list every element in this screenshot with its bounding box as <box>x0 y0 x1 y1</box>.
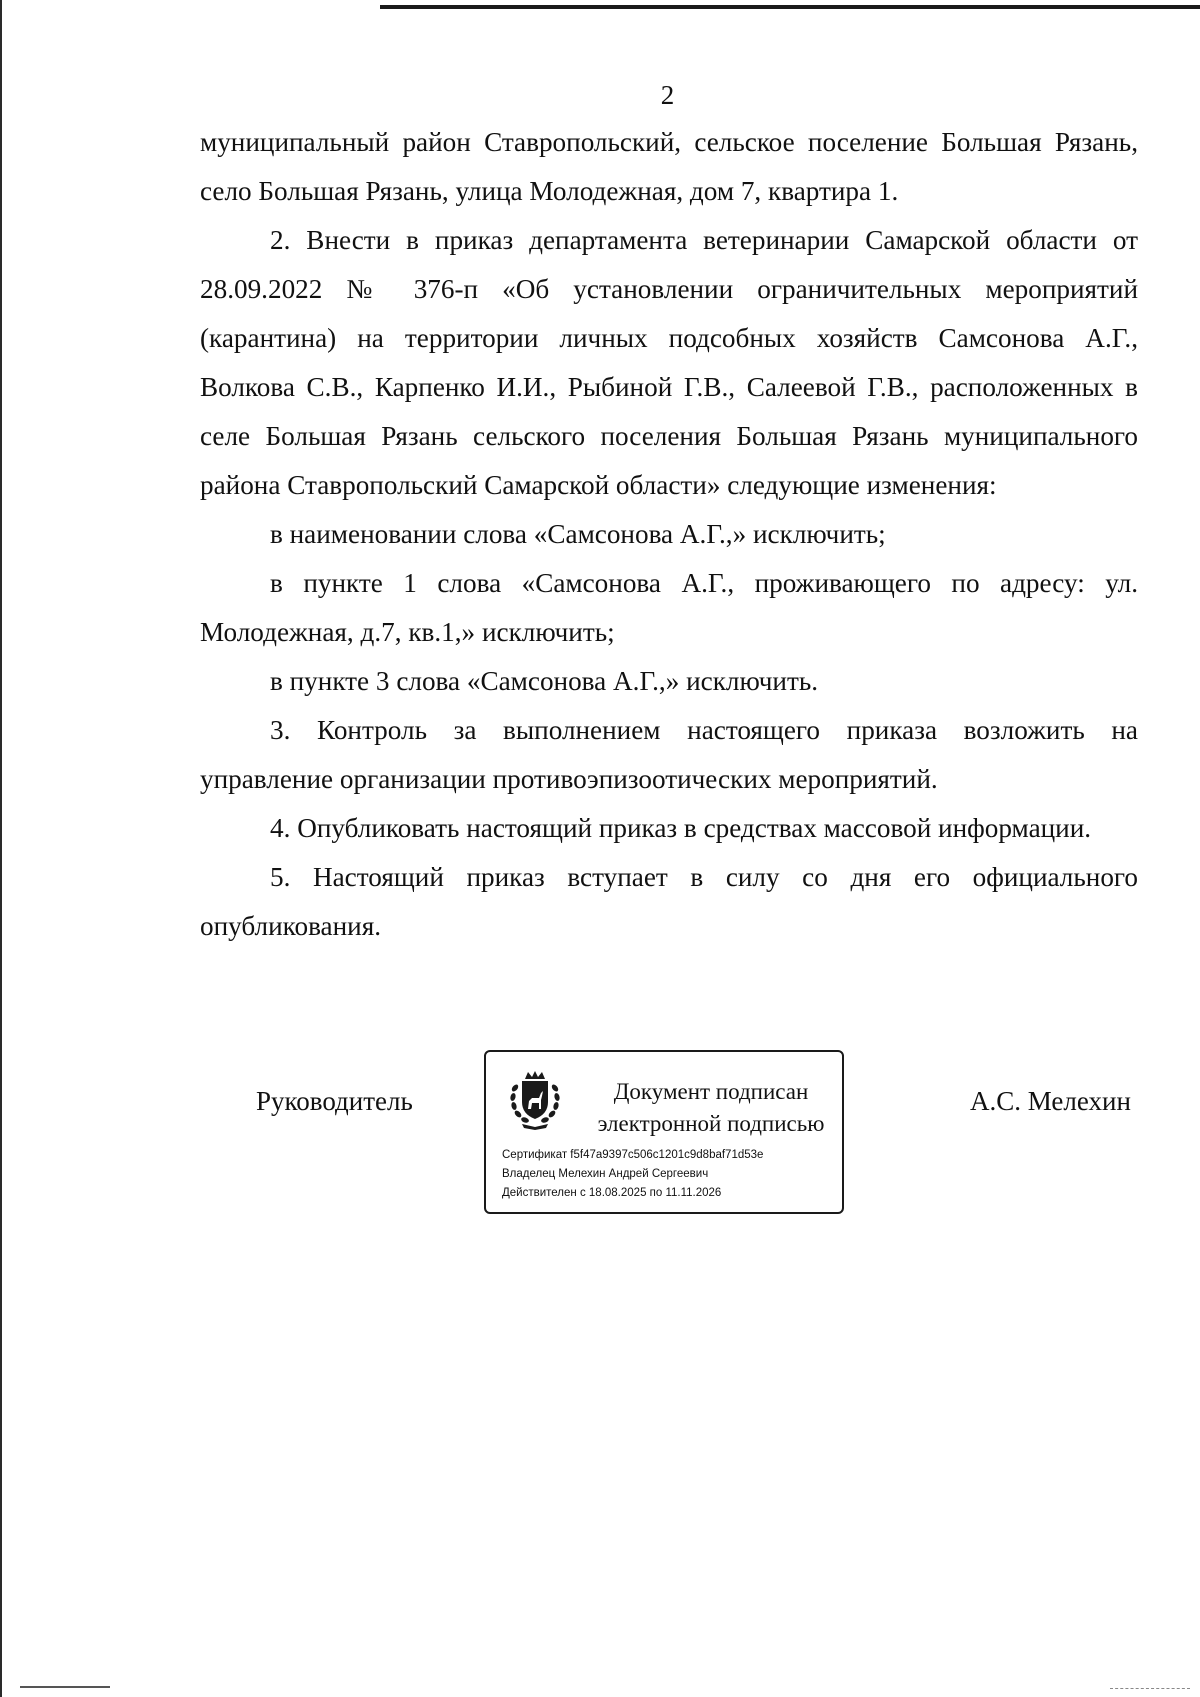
stamp-title-line-2: электронной подписью <box>597 1111 825 1136</box>
scan-mark-bottom-right <box>1110 1688 1190 1690</box>
paragraph-item-3: 3. Контроль за выполнением настоящего приказа возложить на управление организации противоэпизоотических мероприятий. <box>200 715 1138 794</box>
scan-border-left <box>0 0 2 1697</box>
paragraph-item-5: 5. Настоящий приказ вступает в силу со дня его официального опубликования. <box>200 862 1138 941</box>
stamp-title <box>586 1076 836 1140</box>
signer-position: Руководитель <box>256 1086 413 1116</box>
stamp-validity: Действителен с 18.08.2025 по 11.11.2026 <box>502 1187 722 1199</box>
paragraph-amendment-point-3: в пункте 3 слова «Самсонова А.Г.,» исключить. <box>270 666 819 696</box>
paragraph-item-4: 4. Опубликовать настоящий приказ в средствах массовой информации. <box>270 813 1092 843</box>
samara-region-emblem-icon <box>508 1070 562 1130</box>
document-body <box>200 118 1138 951</box>
stamp-certificate: Сертификат f5f47a9397c506c1201c9d8baf71d53e <box>502 1149 764 1161</box>
stamp-title-line-1: Документ подписан <box>613 1079 809 1104</box>
paragraph-item-2: 2. Внести в приказ департамента ветеринарии Самарской области от 28.09.2022 № 376-п «Об установлении ограничительных мероприятий (карантина) на территории личных подсобных хозяйств Самсонова А.Г., Волкова С.В., Карпенко И.И., Рыбиной Г.В., Салеевой Г.В., расположенных в селе Большая Рязань сельского поселения Большая Рязань муниципального района Ставропольский Самарской области» следующие изменения: <box>200 225 1138 500</box>
paragraph-amendment-point-1: в пункте 1 слова «Самсонова А.Г., проживающего по адресу: ул. Молодежная, д.7, кв.1,» исключить; <box>200 568 1138 647</box>
stamp-owner: Владелец Мелехин Андрей Сергеевич <box>502 1168 709 1180</box>
signer-name: А.С. Мелехин <box>970 1086 1131 1116</box>
signature-block <box>0 1050 1200 1230</box>
paragraph-address-continuation: муниципальный район Ставропольский, сельское поселение Большая Рязань, село Большая Рязань, улица Молодежная, дом 7, квартира 1. <box>200 127 1138 206</box>
paragraph-amendment-title: в наименовании слова «Самсонова А.Г.,» исключить; <box>270 519 886 549</box>
stamp-details <box>502 1146 763 1203</box>
scan-border-top <box>380 5 1200 9</box>
scan-mark-bottom-left <box>20 1686 110 1688</box>
page-number: 2 <box>660 80 675 110</box>
electronic-signature-stamp <box>484 1050 844 1214</box>
